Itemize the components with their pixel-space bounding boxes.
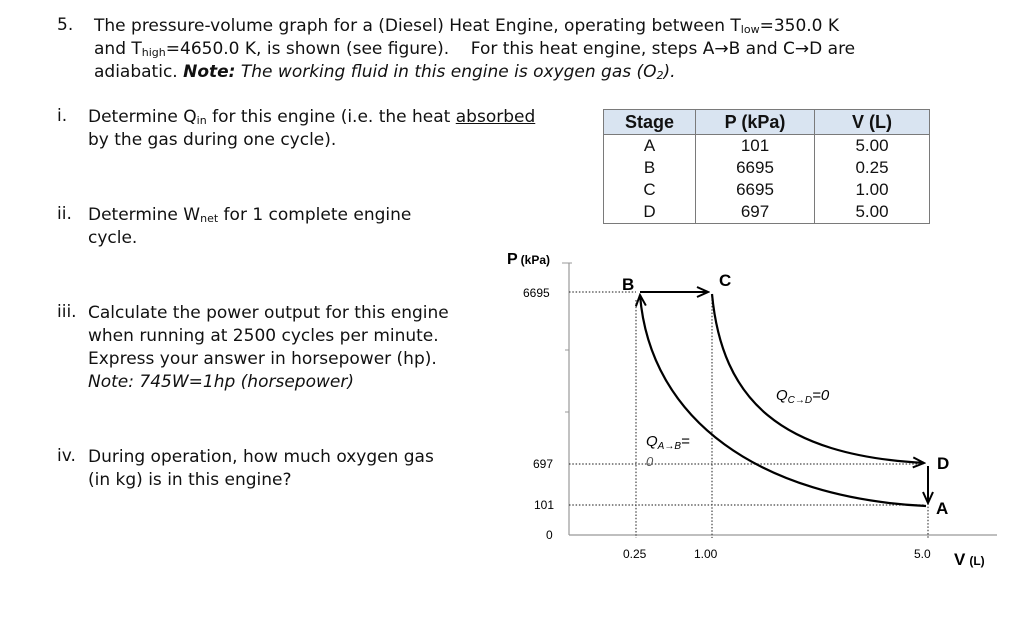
question-iii-line2: when running at 2500 cycles per minute.	[88, 326, 439, 346]
cell-pressure: 6695	[696, 179, 815, 201]
cell-stage: A	[604, 135, 696, 158]
question-i-number: i.	[57, 106, 68, 126]
y-tick-697: 697	[533, 457, 554, 471]
question-iii-line1: Calculate the power output for this engine	[88, 303, 449, 323]
question-iii-line3: Express your answer in horsepower (hp).	[88, 349, 437, 369]
question-iv-line1: During operation, how much oxygen gas	[88, 447, 434, 467]
problem-number: 5.	[57, 15, 74, 35]
process-c-to-d	[712, 294, 924, 463]
y-axis-label: P (kPa)	[507, 251, 551, 268]
x-axis-label: V (L)	[954, 550, 985, 569]
point-label-a: A	[936, 499, 949, 518]
question-iii-number: iii.	[57, 302, 77, 322]
problem-intro-line2: and $T_{high}=4650.0$ K, is shown (see figure). For this heat engine, steps A→B and C→D are	[94, 39, 856, 59]
question-ii-text: Determine $W_{net}$ for 1 complete engine	[88, 205, 412, 225]
question-ii-number: ii.	[57, 204, 72, 224]
cell-stage: D	[604, 201, 696, 224]
cell-pressure: 6695	[696, 157, 815, 179]
point-label-d: D	[937, 454, 950, 473]
cell-stage: C	[604, 179, 696, 201]
question-iv-line2: (in kg) is in this engine?	[88, 470, 292, 490]
q-ab-label: $Q_{A\to B}=$	[646, 433, 690, 452]
cell-volume: 0.25	[815, 157, 930, 179]
header-pressure: P (kPa)	[696, 110, 815, 135]
x-tick-1-00: 1.00	[694, 547, 718, 561]
header-stage: Stage	[604, 110, 696, 135]
question-i-text-line2: by the gas during one cycle).	[88, 130, 337, 150]
header-volume: V (L)	[815, 110, 930, 135]
y-tick-0: 0	[546, 528, 553, 542]
q-cd-label: $Q_{C\to D}=0$	[776, 387, 830, 406]
cell-pressure: 697	[696, 201, 815, 224]
question-ii-text-line2: cycle.	[88, 228, 138, 248]
y-tick-101: 101	[534, 498, 555, 512]
question-iv-number: iv.	[57, 446, 76, 466]
problem-intro-line3: adiabatic. Note: The working fluid in this engine is oxygen gas $(O_2)$.	[94, 62, 676, 82]
point-label-b: B	[622, 275, 635, 294]
point-label-c: C	[719, 271, 732, 290]
q-ab-value: 0	[646, 454, 654, 469]
cell-pressure: 101	[696, 135, 815, 158]
question-i-text: Determine $Q_{in}$ for this engine (i.e. the heat absorbed	[88, 107, 536, 127]
cell-volume: 5.00	[815, 135, 930, 158]
y-tick-6695: 6695	[523, 286, 550, 300]
cell-volume: 5.00	[815, 201, 930, 224]
x-tick-0-25: 0.25	[623, 547, 647, 561]
question-iii-line4: Note: 745W=1hp (horsepower)	[88, 372, 354, 392]
cell-stage: B	[604, 157, 696, 179]
x-tick-5-0: 5.0	[914, 547, 931, 561]
cell-volume: 1.00	[815, 179, 930, 201]
problem-intro-line1: The pressure-volume graph for a (Diesel) Heat Engine, operating between $T_{low}=350.0$ K	[94, 16, 840, 36]
